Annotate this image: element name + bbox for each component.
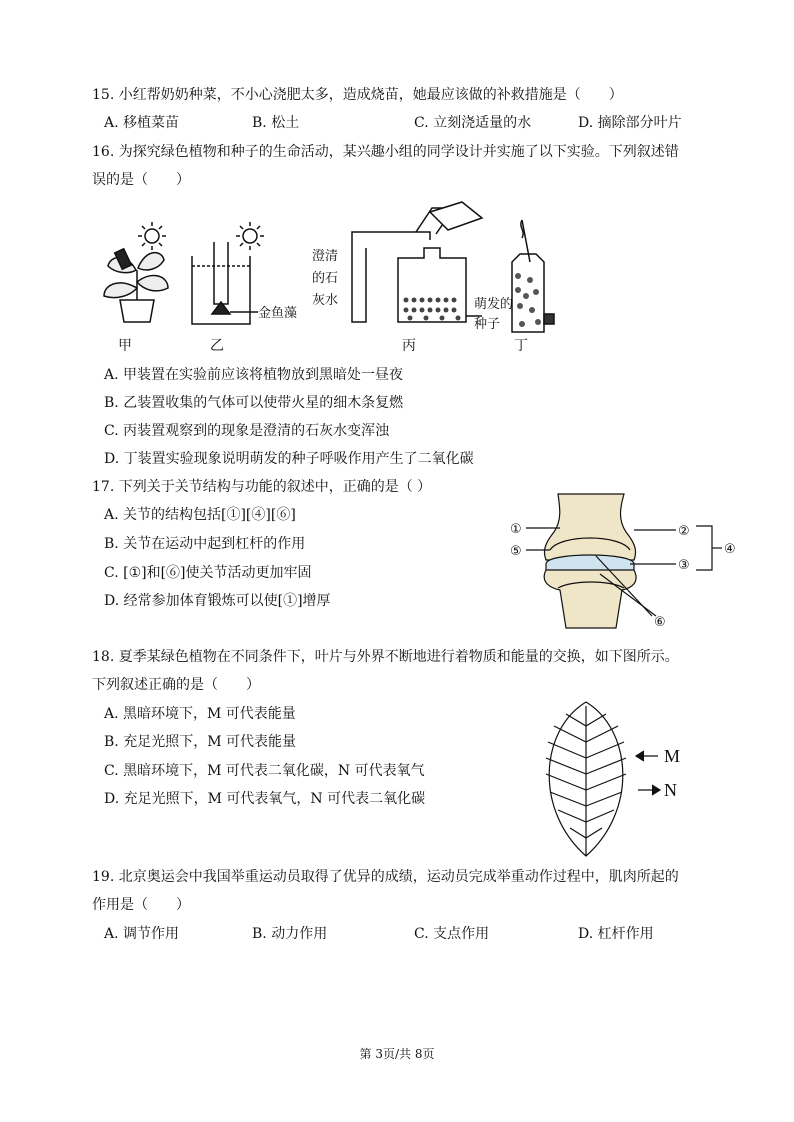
q18-option-b: B. 充足光照下，M 可代表能量 bbox=[104, 734, 296, 750]
q17-option-c: C. [①]和[⑥]使关节活动更加牢固 bbox=[104, 565, 312, 581]
q17-option-a: A. 关节的结构包括[①][④][⑥] bbox=[104, 507, 296, 523]
label-limewater-3: 灰水 bbox=[312, 293, 339, 308]
joint-label-3: ③ bbox=[678, 558, 690, 573]
q19-option-a: A. 调节作用 bbox=[104, 926, 180, 942]
q16-stem-line2: 误的是（ ） bbox=[92, 172, 190, 188]
q18-leaf-figure bbox=[520, 700, 700, 860]
label-seeds-1: 萌发的 bbox=[474, 297, 514, 312]
label-limewater-2: 的石 bbox=[312, 271, 339, 286]
q18-option-c: C. 黑暗环境下，M 可代表二氧化碳，N 可代表氧气 bbox=[104, 763, 425, 779]
label-bing: 丙 bbox=[402, 338, 416, 354]
q19-stem-line1: 19. 北京奥运会中我国举重运动员取得了优异的成绩，运动员完成举重动作过程中，肌肉所起的 bbox=[92, 869, 679, 885]
q16-option-c: C. 丙装置观察到的现象是澄清的石灰水变浑浊 bbox=[104, 423, 390, 439]
potted-plant-illustration bbox=[104, 249, 168, 322]
q18-option-d: D. 充足光照下，M 可代表氧气，N 可代表二氧化碳 bbox=[104, 791, 426, 807]
label-yi: 乙 bbox=[210, 338, 224, 354]
q15-option-b: B. 松土 bbox=[252, 115, 300, 131]
q15-option-c: C. 立刻浇适量的水 bbox=[414, 115, 532, 131]
q15-stem: 15. 小红帮奶奶种菜，不小心浇肥太多，造成烧苗，她最应该做的补救措施是（ ） bbox=[92, 87, 623, 103]
q17-joint-figure bbox=[500, 490, 750, 630]
q18-option-a: A. 黑暗环境下，M 可代表能量 bbox=[104, 706, 296, 722]
q16-stem-line1: 16. 为探究绿色植物和种子的生命活动，某兴趣小组的同学设计并实施了以下实验。下列叙述错 bbox=[92, 144, 679, 160]
q17-option-d: D. 经常参加体育锻炼可以使[①]增厚 bbox=[104, 593, 331, 609]
q16-option-a: A. 甲装置在实验前应该将植物放到黑暗处一昼夜 bbox=[104, 367, 404, 383]
q19-option-b: B. 动力作用 bbox=[252, 926, 328, 942]
q17-stem: 17. 下列关于关节结构与功能的叙述中，正确的是（ ） bbox=[92, 479, 432, 495]
label-goldfish-weed: 金鱼藻 bbox=[258, 306, 298, 321]
label-ding: 丁 bbox=[514, 338, 528, 354]
label-seeds-2: 种子 bbox=[474, 317, 501, 332]
joint-label-2: ② bbox=[678, 524, 690, 539]
leaf-label-m: M bbox=[664, 746, 681, 766]
q18-stem-line1: 18. 夏季某绿色植物在不同条件下，叶片与外界不断地进行着物质和能量的交换，如下图所示。 bbox=[92, 649, 679, 665]
leaf-label-n: N bbox=[664, 780, 677, 800]
page-footer: 第 3页/共 8页 bbox=[359, 1047, 435, 1061]
q19-option-c: C. 支点作用 bbox=[414, 926, 490, 942]
q15-option-d: D. 摘除部分叶片 bbox=[578, 115, 682, 131]
label-jia: 甲 bbox=[118, 338, 132, 354]
joint-label-4: ④ bbox=[724, 542, 736, 557]
sun-icon-1 bbox=[138, 222, 166, 250]
limewater-respiration-apparatus bbox=[352, 202, 482, 322]
joint-label-1: ① bbox=[510, 522, 522, 537]
q16-option-b: B. 乙装置收集的气体可以使带火星的细木条复燃 bbox=[104, 395, 404, 411]
q17-option-b: B. 关节在运动中起到杠杆的作用 bbox=[104, 536, 306, 552]
joint-label-5: ⑤ bbox=[510, 544, 522, 559]
q15-option-a: A. 移植菜苗 bbox=[104, 115, 180, 131]
q18-stem-line2: 下列叙述正确的是（ ） bbox=[92, 677, 260, 693]
beaker-goldfish-weed bbox=[192, 242, 258, 324]
sun-icon-2 bbox=[236, 222, 264, 250]
label-limewater-1: 澄清 bbox=[312, 249, 339, 264]
q16-option-d: D. 丁装置实验现象说明萌发的种子呼吸作用产生了二氧化碳 bbox=[104, 451, 474, 467]
seed-jar-with-candle bbox=[512, 220, 554, 332]
q16-experiment-figure bbox=[90, 200, 560, 360]
q19-stem-line2: 作用是（ ） bbox=[92, 897, 190, 913]
q19-option-d: D. 杠杆作用 bbox=[578, 926, 654, 942]
joint-label-6: ⑥ bbox=[654, 615, 666, 630]
